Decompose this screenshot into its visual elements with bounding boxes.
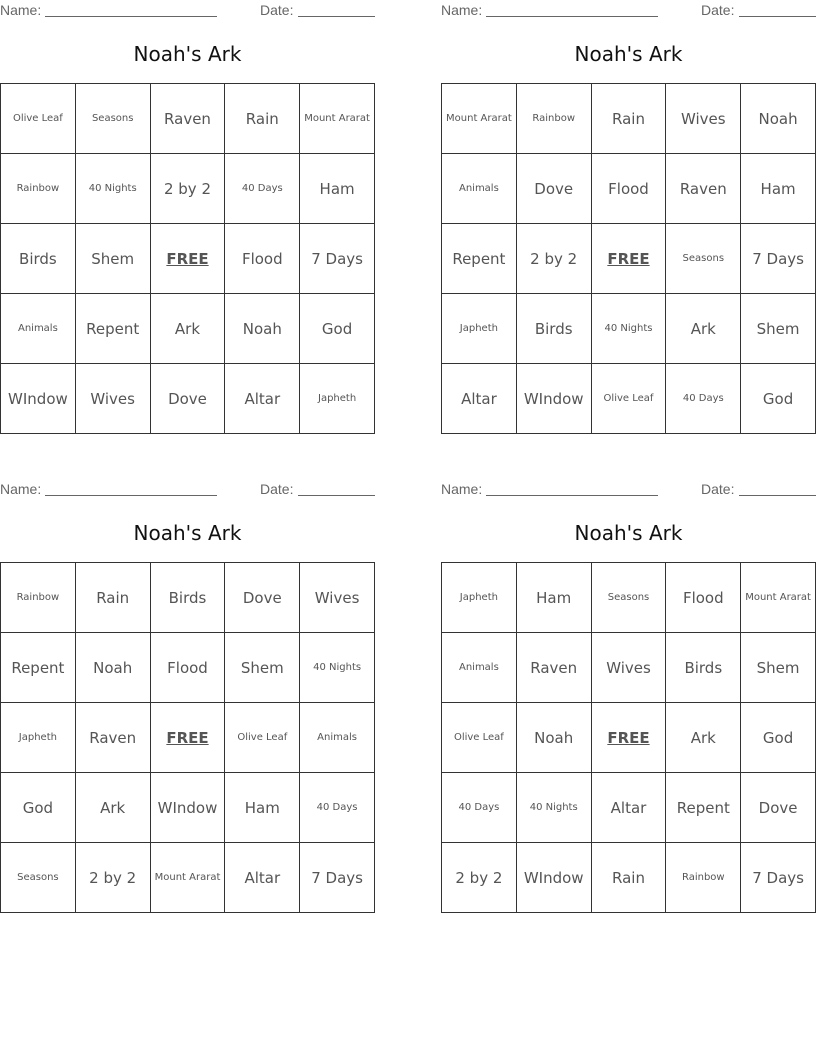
bingo-cell[interactable]: Japheth: [442, 294, 517, 364]
bingo-cell[interactable]: Ark: [75, 773, 150, 843]
bingo-cell[interactable]: WIndow: [150, 773, 225, 843]
name-blank[interactable]: [486, 495, 658, 496]
name-blank[interactable]: [45, 495, 217, 496]
bingo-cell[interactable]: God: [300, 294, 375, 364]
bingo-grid: [0, 562, 375, 913]
bingo-cell[interactable]: 7 Days: [741, 224, 816, 294]
bingo-cell[interactable]: Animals: [442, 633, 517, 703]
date-blank[interactable]: [739, 495, 816, 496]
bingo-card-4: [441, 479, 816, 919]
bingo-cell[interactable]: 7 Days: [300, 224, 375, 294]
bingo-cell[interactable]: Birds: [666, 633, 741, 703]
bingo-cell[interactable]: Dove: [741, 773, 816, 843]
bingo-cell[interactable]: Repent: [1, 633, 76, 703]
date-blank[interactable]: [298, 495, 375, 496]
bingo-cell[interactable]: Wives: [300, 563, 375, 633]
bingo-cell[interactable]: Ham: [741, 154, 816, 224]
bingo-cell[interactable]: Seasons: [591, 563, 666, 633]
name-date-row: [0, 0, 375, 22]
bingo-cell[interactable]: Repent: [442, 224, 517, 294]
bingo-cell[interactable]: Flood: [150, 633, 225, 703]
bingo-cell[interactable]: Mount Ararat: [442, 84, 517, 154]
bingo-cell[interactable]: Olive Leaf: [1, 84, 76, 154]
bingo-cell[interactable]: Flood: [666, 563, 741, 633]
bingo-cell[interactable]: God: [1, 773, 76, 843]
bingo-cell[interactable]: Ark: [666, 294, 741, 364]
bingo-card-2: [441, 0, 816, 440]
bingo-cell[interactable]: Mount Ararat: [300, 84, 375, 154]
bingo-cell[interactable]: Rain: [225, 84, 300, 154]
bingo-cell[interactable]: 7 Days: [300, 843, 375, 913]
free-space-cell[interactable]: FREE: [591, 703, 666, 773]
bingo-cell[interactable]: Seasons: [666, 224, 741, 294]
bingo-cell[interactable]: Olive Leaf: [225, 703, 300, 773]
bingo-cell[interactable]: Noah: [741, 84, 816, 154]
bingo-cell[interactable]: WIndow: [516, 843, 591, 913]
bingo-cell[interactable]: Japheth: [442, 563, 517, 633]
bingo-cell[interactable]: Wives: [666, 84, 741, 154]
bingo-cell[interactable]: Rainbow: [666, 843, 741, 913]
name-blank[interactable]: [486, 16, 658, 17]
bingo-cell[interactable]: Rain: [591, 84, 666, 154]
bingo-cell[interactable]: Flood: [591, 154, 666, 224]
name-label: Name:: [441, 2, 483, 18]
bingo-cell[interactable]: Raven: [516, 633, 591, 703]
bingo-cell[interactable]: Altar: [225, 364, 300, 434]
bingo-cell[interactable]: Seasons: [75, 84, 150, 154]
card-title: Noah's Ark: [574, 42, 683, 66]
bingo-cell[interactable]: WIndow: [516, 364, 591, 434]
card-title: Noah's Ark: [133, 521, 242, 545]
bingo-card-3: [0, 479, 375, 919]
date-blank[interactable]: [298, 16, 375, 17]
bingo-cell[interactable]: Birds: [150, 563, 225, 633]
bingo-cell[interactable]: Shem: [741, 294, 816, 364]
bingo-cell[interactable]: Ark: [666, 703, 741, 773]
bingo-grid: [0, 83, 375, 434]
bingo-cell[interactable]: Repent: [75, 294, 150, 364]
bingo-cell[interactable]: Noah: [225, 294, 300, 364]
date-label: Date:: [701, 481, 735, 497]
bingo-cell[interactable]: Noah: [75, 633, 150, 703]
bingo-cell[interactable]: Olive Leaf: [442, 703, 517, 773]
bingo-cell[interactable]: Flood: [225, 224, 300, 294]
bingo-cell[interactable]: Rainbow: [1, 563, 76, 633]
bingo-cell[interactable]: Japheth: [1, 703, 76, 773]
bingo-cell[interactable]: Animals: [300, 703, 375, 773]
bingo-cell[interactable]: Rain: [591, 843, 666, 913]
bingo-cell[interactable]: Shem: [225, 633, 300, 703]
bingo-cell[interactable]: Raven: [75, 703, 150, 773]
bingo-cell[interactable]: 40 Nights: [591, 294, 666, 364]
bingo-cell[interactable]: 40 Nights: [300, 633, 375, 703]
bingo-cell[interactable]: Olive Leaf: [591, 364, 666, 434]
bingo-cell[interactable]: Japheth: [300, 364, 375, 434]
bingo-cell[interactable]: Rainbow: [516, 84, 591, 154]
card-title: Noah's Ark: [133, 42, 242, 66]
bingo-cell[interactable]: Ham: [300, 154, 375, 224]
bingo-card-1: [0, 0, 375, 440]
bingo-grid: [441, 562, 816, 913]
bingo-cell[interactable]: Wives: [75, 364, 150, 434]
bingo-cell[interactable]: Altar: [225, 843, 300, 913]
card-title: Noah's Ark: [574, 521, 683, 545]
bingo-grid: [441, 83, 816, 434]
bingo-cell[interactable]: Ark: [150, 294, 225, 364]
free-space-cell[interactable]: FREE: [150, 224, 225, 294]
bingo-cell[interactable]: 40 Nights: [75, 154, 150, 224]
bingo-cell[interactable]: Altar: [591, 773, 666, 843]
bingo-cell[interactable]: Altar: [442, 364, 517, 434]
bingo-cell[interactable]: Dove: [150, 364, 225, 434]
bingo-cell[interactable]: Noah: [516, 703, 591, 773]
bingo-cell[interactable]: God: [741, 703, 816, 773]
bingo-cell[interactable]: 40 Days: [442, 773, 517, 843]
bingo-cell[interactable]: 7 Days: [741, 843, 816, 913]
bingo-cell[interactable]: 40 Nights: [516, 773, 591, 843]
bingo-cell[interactable]: Animals: [442, 154, 517, 224]
name-date-row: [441, 479, 816, 501]
date-label: Date:: [701, 2, 735, 18]
bingo-cell[interactable]: Mount Ararat: [741, 563, 816, 633]
bingo-cell[interactable]: WIndow: [1, 364, 76, 434]
bingo-cell[interactable]: Dove: [516, 154, 591, 224]
name-date-row: [0, 479, 375, 501]
bingo-cell[interactable]: 40 Days: [300, 773, 375, 843]
free-space-cell[interactable]: FREE: [150, 703, 225, 773]
bingo-cell[interactable]: Dove: [225, 563, 300, 633]
bingo-cell[interactable]: Seasons: [1, 843, 76, 913]
name-date-row: [441, 0, 816, 22]
bingo-cell[interactable]: Mount Ararat: [150, 843, 225, 913]
name-blank[interactable]: [45, 16, 217, 17]
bingo-cell[interactable]: 2 by 2: [150, 154, 225, 224]
bingo-cell[interactable]: Repent: [666, 773, 741, 843]
bingo-cell[interactable]: 40 Days: [666, 364, 741, 434]
bingo-cell[interactable]: Wives: [591, 633, 666, 703]
bingo-cell[interactable]: Birds: [1, 224, 76, 294]
bingo-cell[interactable]: Raven: [150, 84, 225, 154]
bingo-cell[interactable]: Rain: [75, 563, 150, 633]
bingo-cell[interactable]: 2 by 2: [442, 843, 517, 913]
name-label: Name:: [0, 2, 42, 18]
bingo-cell[interactable]: Shem: [741, 633, 816, 703]
bingo-cell[interactable]: Shem: [75, 224, 150, 294]
bingo-cell[interactable]: Animals: [1, 294, 76, 364]
bingo-cell[interactable]: Ham: [516, 563, 591, 633]
bingo-cell[interactable]: God: [741, 364, 816, 434]
name-label: Name:: [441, 481, 483, 497]
bingo-cell[interactable]: Raven: [666, 154, 741, 224]
bingo-cell[interactable]: 40 Days: [225, 154, 300, 224]
bingo-cell[interactable]: 2 by 2: [75, 843, 150, 913]
free-space-cell[interactable]: FREE: [591, 224, 666, 294]
bingo-cell[interactable]: Ham: [225, 773, 300, 843]
bingo-cell[interactable]: Birds: [516, 294, 591, 364]
bingo-cell[interactable]: Rainbow: [1, 154, 76, 224]
date-label: Date:: [260, 481, 294, 497]
bingo-cell[interactable]: 2 by 2: [516, 224, 591, 294]
date-label: Date:: [260, 2, 294, 18]
name-label: Name:: [0, 481, 42, 497]
date-blank[interactable]: [739, 16, 816, 17]
